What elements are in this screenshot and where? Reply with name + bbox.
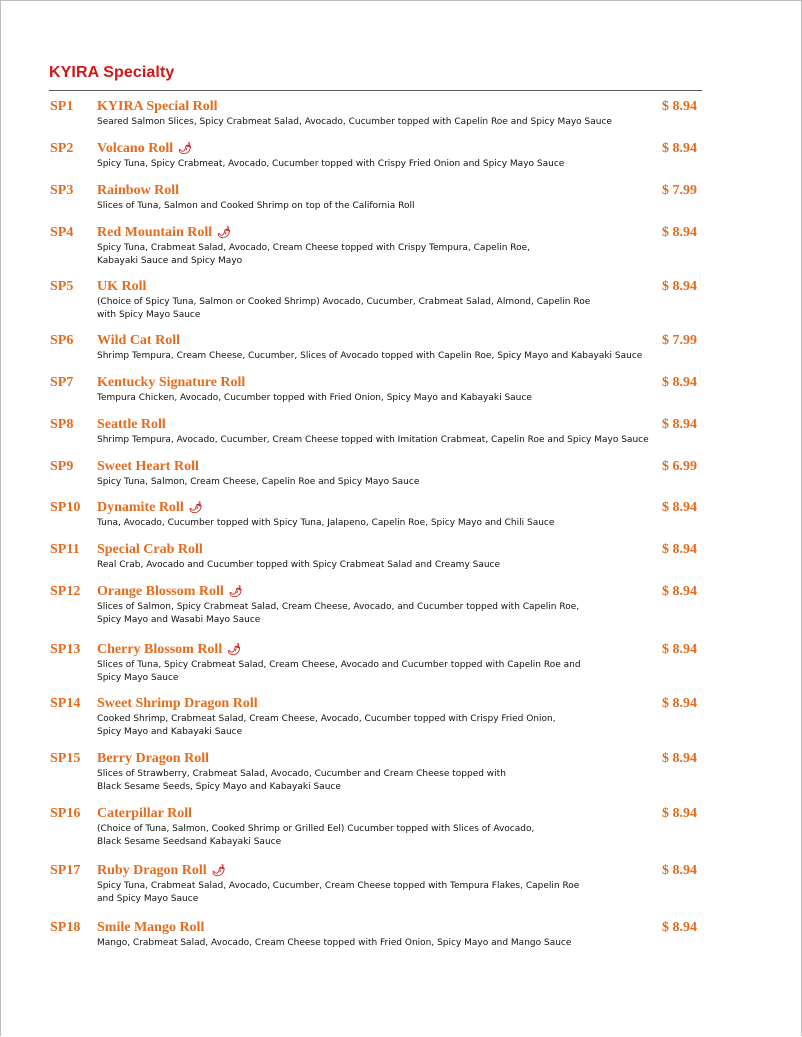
item-name — [97, 584, 243, 600]
item-description — [97, 768, 672, 794]
section-title: KYIRA Specialty — [49, 64, 175, 81]
item-code: SP10 — [50, 500, 81, 515]
item-description — [97, 392, 672, 405]
item-description — [97, 434, 672, 447]
item-description — [97, 659, 672, 685]
item-price: $ 8.94 — [662, 141, 697, 156]
item-code: SP14 — [50, 696, 81, 711]
item-description — [97, 559, 672, 572]
item-description — [97, 601, 672, 627]
item-price: $ 8.94 — [662, 696, 697, 711]
item-code: SP8 — [50, 417, 74, 432]
item-name-text: Wild Cat Roll — [97, 333, 180, 348]
item-name-text: Red Mountain Roll — [97, 225, 213, 240]
item-code: SP17 — [50, 863, 81, 878]
item-description — [97, 158, 672, 171]
description-line: Shrimp Tempura, Avocado, Cucumber, Cream Cheese topped with Imitation Crabmeat, Capelin Roe and Spicy Mayo Sauce — [97, 435, 649, 445]
item-price: $ 8.94 — [662, 99, 697, 114]
item-name-text: Orange Blossom Roll — [97, 584, 224, 599]
item-description — [97, 880, 672, 906]
description-line: Spicy Tuna, Spicy Crabmeat, Avocado, Cucumber topped with Crispy Fried Onion and Spicy Mayo Sauce — [97, 159, 565, 169]
item-name-text: Sweet Shrimp Dragon Roll — [97, 696, 258, 711]
item-name — [97, 642, 241, 658]
item-description — [97, 517, 672, 530]
description-line: (Choice of Spicy Tuna, Salmon or Cooked Shrimp) Avocado, Cucumber, Crabmeat Salad, Almond, Capelin Roe — [97, 297, 591, 307]
item-code: SP16 — [50, 806, 81, 821]
item-name-text: Ruby Dragon Roll — [97, 863, 207, 878]
description-line: with Spicy Mayo Sauce — [97, 310, 201, 320]
description-line: Shrimp Tempura, Cream Cheese, Cucumber, Slices of Avocado topped with Capelin Roe, Spicy Mayo and Kabayaki Sauce — [97, 351, 643, 361]
item-code: SP2 — [50, 141, 74, 156]
item-description — [97, 823, 672, 849]
item-name-text: Rainbow Roll — [97, 183, 180, 198]
description-line: Kabayaki Sauce and Spicy Mayo — [97, 256, 243, 266]
description-line: Slices of Salmon, Spicy Crabmeat Salad, Cream Cheese, Avocado, and Cucumber topped with Capelin Roe, — [97, 602, 580, 612]
item-code: SP1 — [50, 99, 74, 114]
item-name-text: Smile Mango Roll — [97, 920, 205, 935]
item-code: SP15 — [50, 751, 81, 766]
item-price: $ 7.99 — [662, 183, 697, 198]
description-line: Cooked Shrimp, Crabmeat Salad, Cream Cheese, Avocado, Cucumber topped with Crispy Fried Onion, — [97, 714, 556, 724]
item-description — [97, 937, 672, 950]
description-line: Spicy Tuna, Crabmeat Salad, Avocado, Cucumber, Cream Cheese topped with Tempura Flakes, Capelin Roe — [97, 881, 580, 891]
description-line: Slices of Tuna, Spicy Crabmeat Salad, Cream Cheese, Avocado and Cucumber topped with Capelin Roe and — [97, 660, 581, 670]
item-name — [97, 333, 180, 349]
item-name — [97, 806, 192, 822]
item-name — [97, 183, 179, 199]
description-line: Spicy Mayo Sauce — [97, 673, 179, 683]
item-name — [97, 751, 209, 767]
chili-pepper-icon: 🌶 — [188, 501, 203, 514]
item-name-text: Caterpillar Roll — [97, 806, 193, 821]
item-price: $ 6.99 — [662, 459, 697, 474]
item-name-text: Berry Dragon Roll — [97, 751, 209, 766]
description-line: Tempura Chicken, Avocado, Cucumber topped with Fried Onion, Spicy Mayo and Kabayaki Sauce — [97, 393, 532, 403]
description-line: Spicy Mayo and Kabayaki Sauce — [97, 727, 243, 737]
chili-pepper-icon: 🌶 — [211, 864, 226, 877]
item-price: $ 8.94 — [662, 751, 697, 766]
item-name-text: Volcano Roll — [97, 141, 174, 156]
item-name — [97, 500, 203, 516]
item-description — [97, 713, 672, 739]
item-code: SP11 — [50, 542, 80, 557]
description-line: Spicy Tuna, Crabmeat Salad, Avocado, Cream Cheese topped with Crispy Tempura, Capelin Roe, — [97, 243, 531, 253]
item-name — [97, 459, 199, 475]
chili-pepper-icon: 🌶 — [227, 643, 242, 656]
item-name — [97, 99, 218, 115]
item-name — [97, 920, 204, 936]
description-line: Seared Salmon Slices, Spicy Crabmeat Salad, Avocado, Cucumber topped with Capelin Roe and Spicy Mayo Sauce — [97, 117, 612, 127]
item-name — [97, 542, 203, 558]
description-line: Black Sesame Seeds, Spicy Mayo and Kabayaki Sauce — [97, 782, 341, 792]
item-price: $ 8.94 — [662, 584, 697, 599]
item-name-text: Cherry Blossom Roll — [97, 642, 223, 657]
item-name-text: UK Roll — [97, 279, 147, 294]
chili-pepper-icon: 🌶 — [228, 585, 243, 598]
item-code: SP18 — [50, 920, 81, 935]
description-line: Slices of Tuna, Salmon and Cooked Shrimp on top of the California Roll — [97, 201, 415, 211]
item-name — [97, 863, 226, 879]
item-name — [97, 696, 258, 712]
item-description — [97, 200, 672, 213]
item-code: SP3 — [50, 183, 74, 198]
item-name — [97, 279, 146, 295]
description-line: Tuna, Avocado, Cucumber topped with Spicy Tuna, Jalapeno, Capelin Roe, Spicy Mayo and Chili Sauce — [97, 518, 555, 528]
item-code: SP4 — [50, 225, 74, 240]
description-line: Spicy Mayo and Wasabi Mayo Sauce — [97, 615, 261, 625]
item-description — [97, 476, 672, 489]
description-line: Spicy Tuna, Salmon, Cream Cheese, Capelin Roe and Spicy Mayo Sauce — [97, 477, 420, 487]
item-name — [97, 141, 192, 157]
item-name-text: KYIRA Special Roll — [97, 99, 218, 114]
description-line: and Spicy Mayo Sauce — [97, 894, 199, 904]
item-code: SP13 — [50, 642, 81, 657]
item-price: $ 8.94 — [662, 920, 697, 935]
item-price: $ 8.94 — [662, 375, 697, 390]
description-line: Black Sesame Seedsand Kabayaki Sauce — [97, 837, 282, 847]
item-name — [97, 375, 245, 391]
item-name — [97, 417, 166, 433]
item-description — [97, 242, 672, 268]
description-line: Mango, Crabmeat Salad, Avocado, Cream Cheese topped with Fried Onion, Spicy Mayo and Mango Sauce — [97, 938, 572, 948]
item-code: SP5 — [50, 279, 74, 294]
item-price: $ 8.94 — [662, 642, 697, 657]
item-price: $ 8.94 — [662, 500, 697, 515]
item-description — [97, 296, 672, 322]
item-price: $ 8.94 — [662, 417, 697, 432]
item-code: SP9 — [50, 459, 74, 474]
description-line: Slices of Strawberry, Crabmeat Salad, Avocado, Cucumber and Cream Cheese topped with — [97, 769, 506, 779]
item-code: SP6 — [50, 333, 74, 348]
item-price: $ 8.94 — [662, 806, 697, 821]
item-name-text: Special Crab Roll — [97, 542, 203, 557]
description-line: Real Crab, Avocado and Cucumber topped with Spicy Crabmeat Salad and Creamy Sauce — [97, 560, 501, 570]
item-price: $ 8.94 — [662, 542, 697, 557]
item-name-text: Sweet Heart Roll — [97, 459, 199, 474]
chili-pepper-icon: 🌶 — [217, 226, 232, 239]
item-code: SP12 — [50, 584, 81, 599]
item-price: $ 8.94 — [662, 863, 697, 878]
item-name-text: Dynamite Roll — [97, 500, 184, 515]
item-price: $ 7.99 — [662, 333, 697, 348]
chili-pepper-icon: 🌶 — [178, 142, 193, 155]
item-name-text: Kentucky Signature Roll — [97, 375, 246, 390]
item-code: SP7 — [50, 375, 74, 390]
item-description — [97, 350, 672, 363]
description-line: (Choice of Tuna, Salmon, Cooked Shrimp or Grilled Eel) Cucumber topped with Slices of Avocado, — [97, 824, 535, 834]
item-price: $ 8.94 — [662, 225, 697, 240]
item-description — [97, 116, 672, 129]
item-name-text: Seattle Roll — [97, 417, 166, 432]
item-name — [97, 225, 231, 241]
item-price: $ 8.94 — [662, 279, 697, 294]
title-divider — [49, 90, 702, 91]
